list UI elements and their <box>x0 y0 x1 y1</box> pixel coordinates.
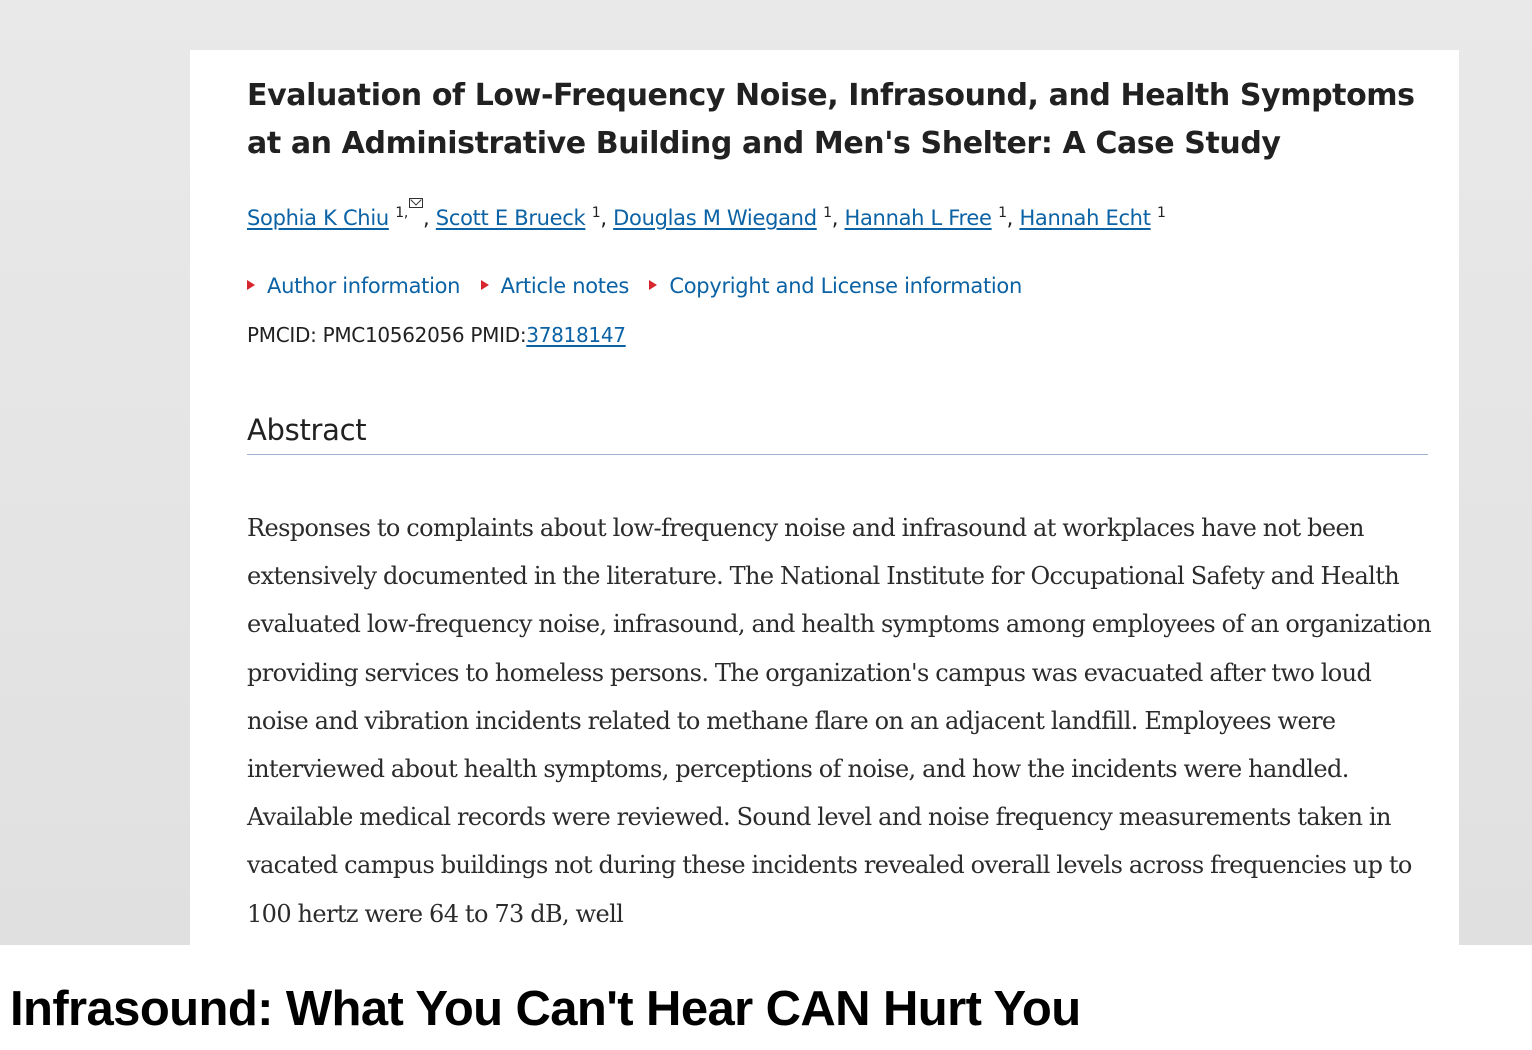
author-affiliation: 1 <box>823 205 832 221</box>
author-link-hannah-echt[interactable]: Hannah Echt <box>1019 206 1151 230</box>
author-link-hannah-free[interactable]: Hannah L Free <box>844 206 992 230</box>
article-page <box>190 50 1459 945</box>
author-affiliation: 1 <box>1157 205 1166 221</box>
mail-icon[interactable] <box>409 198 423 208</box>
author-link-scott-brueck[interactable]: Scott E Brueck <box>435 206 586 230</box>
copyright-license-label: Copyright and License information <box>669 274 1022 298</box>
triangle-right-icon <box>649 280 657 290</box>
triangle-right-icon <box>481 280 489 290</box>
author-list <box>247 198 1427 233</box>
author-separator: , <box>1006 206 1020 230</box>
article-identifiers <box>247 320 626 350</box>
abstract-heading: Abstract <box>247 413 367 447</box>
pmid-link[interactable]: 37818147 <box>526 323 626 347</box>
article-info-links <box>247 271 1036 301</box>
author-affiliation: 1 <box>591 205 601 221</box>
author-information-label: Author information <box>267 274 461 298</box>
author-affiliation: 1 <box>998 205 1007 221</box>
abstract-body: Responses to complaints about low-frequency noise and infrasound at workplaces have not been extensively documented in the literature. The National Institute for Occupational Safety and Health evaluated low-frequency noise, infrasound, and health symptoms among employees of an organization providing services to homeless persons. The organization's campus was evacuated after two loud noise and vibration incidents related to methane flare on an adjacent landfill. Employees were interviewed about health symptoms, perceptions of noise, and how the incidents were handled. Available medical records were reviewed. Sound level and noise frequency measurements taken in vacated campus buildings not during these incidents revealed overall levels across frequencies up to 100 hertz were 64 to 73 dB, well <box>247 514 1432 928</box>
author-separator: , <box>831 206 845 230</box>
author-link-sophia-chiu[interactable]: Sophia K Chiu <box>247 206 389 230</box>
author-affiliation: 1, <box>395 205 423 221</box>
article-title: Evaluation of Low-Frequency Noise, Infrasound, and Health Symptoms at an Administrative Building and Men's Shelter: A Case Study <box>247 78 1415 161</box>
abstract-divider <box>247 454 1428 455</box>
article-notes-toggle[interactable] <box>481 271 629 301</box>
copyright-license-toggle[interactable] <box>649 271 1022 301</box>
author-information-toggle[interactable] <box>247 271 460 301</box>
author-link-douglas-wiegand[interactable]: Douglas M Wiegand <box>613 206 817 230</box>
pmid-label: PMID: <box>470 323 527 347</box>
triangle-right-icon <box>247 280 255 290</box>
author-separator: , <box>600 206 614 230</box>
article-notes-label: Article notes <box>500 274 629 298</box>
video-caption: Infrasound: What You Can't Hear CAN Hurt You <box>10 982 1081 1036</box>
author-separator: , <box>423 206 436 230</box>
pmcid: PMCID: PMC10562056 <box>247 323 465 347</box>
